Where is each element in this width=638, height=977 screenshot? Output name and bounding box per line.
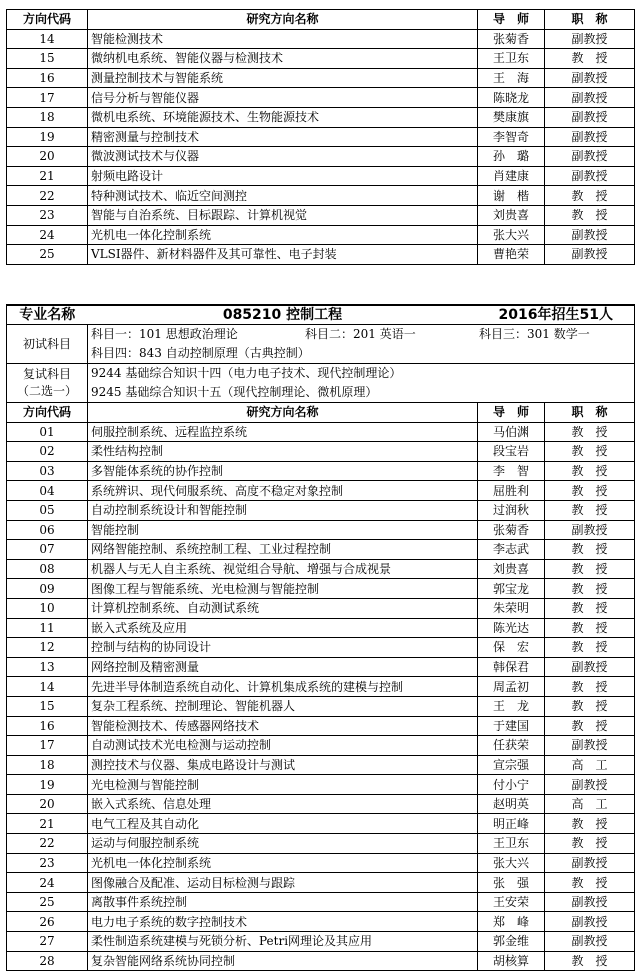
direction-name: 图像工程与智能系统、光电检测与智能控制 <box>88 579 478 599</box>
direction-code: 26 <box>7 912 88 932</box>
header-name: 研究方向名称 <box>88 403 478 423</box>
direction-name: 微机电系统、环境能源技术、生物能源技术 <box>88 107 478 127</box>
table-row <box>7 618 635 638</box>
table-row <box>7 107 635 127</box>
direction-code: 09 <box>7 579 88 599</box>
advisor-name: 过润秋 <box>478 500 545 520</box>
table-row <box>7 579 635 599</box>
advisor-title: 教 授 <box>545 638 635 658</box>
advisor-title: 副教授 <box>545 932 635 952</box>
advisor-title: 高 工 <box>545 755 635 775</box>
advisor-title: 副教授 <box>545 127 635 147</box>
advisor-name: 樊康旗 <box>478 107 545 127</box>
advisor-name: 刘贵喜 <box>478 205 545 225</box>
table-row <box>7 225 635 245</box>
table-row <box>7 932 635 952</box>
direction-code: 17 <box>7 88 88 108</box>
header-title: 职 称 <box>545 10 635 30</box>
direction-name: 电力电子系统的数字控制技术 <box>88 912 478 932</box>
advisor-title: 教 授 <box>545 540 635 560</box>
direction-code: 12 <box>7 638 88 658</box>
header-name: 研究方向名称 <box>88 10 478 30</box>
advisor-title: 高 工 <box>545 794 635 814</box>
direction-name: 精密测量与控制技术 <box>88 127 478 147</box>
direction-name: 复杂工程系统、控制理论、智能机器人 <box>88 696 478 716</box>
advisor-name: 王卫东 <box>478 49 545 69</box>
table-row <box>7 559 635 579</box>
advisor-title: 副教授 <box>545 166 635 186</box>
advisor-title: 教 授 <box>545 951 635 971</box>
table-row <box>7 442 635 462</box>
direction-code: 10 <box>7 598 88 618</box>
initial-exam-label: 初试科目 <box>7 325 88 364</box>
advisor-title: 副教授 <box>545 29 635 49</box>
table-row <box>7 500 635 520</box>
header-code: 方向代码 <box>7 10 88 30</box>
table-row <box>7 205 635 225</box>
direction-code: 03 <box>7 461 88 481</box>
retest-label <box>7 364 88 403</box>
direction-name: 嵌入式系统、信息处理 <box>88 794 478 814</box>
advisor-name: 朱荣明 <box>478 598 545 618</box>
advisor-name: 刘贵喜 <box>478 559 545 579</box>
advisor-title: 副教授 <box>545 892 635 912</box>
direction-code: 27 <box>7 932 88 952</box>
direction-name: 伺服控制系统、远程监控系统 <box>88 422 478 442</box>
table-row <box>7 736 635 756</box>
direction-name: 智能与自治系统、目标跟踪、计算机视觉 <box>88 205 478 225</box>
direction-code: 04 <box>7 481 88 501</box>
advisor-title: 教 授 <box>545 618 635 638</box>
advisor-name: 陈晓龙 <box>478 88 545 108</box>
advisor-title: 副教授 <box>545 912 635 932</box>
direction-code: 21 <box>7 814 88 834</box>
advisor-title: 副教授 <box>545 88 635 108</box>
direction-name: 电气工程及其自动化 <box>88 814 478 834</box>
direction-name: 特种测试技术、临近空间测控 <box>88 186 478 206</box>
direction-code: 17 <box>7 736 88 756</box>
advisor-name: 肖建康 <box>478 166 545 186</box>
direction-code: 25 <box>7 245 88 265</box>
header-title: 职 称 <box>545 403 635 423</box>
direction-name: 光机电一体化控制系统 <box>88 853 478 873</box>
advisor-title: 教 授 <box>545 461 635 481</box>
advisor-name: 王 龙 <box>478 696 545 716</box>
table-row <box>7 677 635 697</box>
subject-four: 科目四：843 自动控制原理（古典控制） <box>91 346 310 360</box>
header-advisor: 导 师 <box>478 403 545 423</box>
advisor-name: 郭金维 <box>478 932 545 952</box>
direction-name: 智能控制 <box>88 520 478 540</box>
direction-name: 运动与伺服控制系统 <box>88 834 478 854</box>
table-row <box>7 422 635 442</box>
table-row <box>7 540 635 560</box>
retest-row <box>7 364 635 403</box>
advisor-name: 李 智 <box>478 461 545 481</box>
direction-code: 11 <box>7 618 88 638</box>
advisor-title: 教 授 <box>545 677 635 697</box>
advisor-name: 胡核算 <box>478 951 545 971</box>
direction-name: 机器人与无人自主系统、视觉组合导航、增强与合成视景 <box>88 559 478 579</box>
advisor-name: 任获荣 <box>478 736 545 756</box>
advisor-title: 副教授 <box>545 245 635 265</box>
direction-code: 20 <box>7 147 88 167</box>
direction-code: 23 <box>7 853 88 873</box>
direction-name: 控制与结构的协同设计 <box>88 638 478 658</box>
direction-name: 嵌入式系统及应用 <box>88 618 478 638</box>
header-code: 方向代码 <box>7 403 88 423</box>
advisor-title: 教 授 <box>545 422 635 442</box>
direction-code: 14 <box>7 29 88 49</box>
advisor-title: 教 授 <box>545 205 635 225</box>
direction-code: 05 <box>7 500 88 520</box>
advisor-name: 周孟初 <box>478 677 545 697</box>
direction-name: 智能检测技术 <box>88 29 478 49</box>
advisor-name: 李志武 <box>478 540 545 560</box>
advisor-name: 付小宁 <box>478 775 545 795</box>
table-row <box>7 147 635 167</box>
direction-code: 25 <box>7 892 88 912</box>
table-row <box>7 657 635 677</box>
direction-name: 微波测试技术与仪器 <box>88 147 478 167</box>
direction-name: 柔性制造系统建模与死锁分析、Petri网理论及其应用 <box>88 932 478 952</box>
table-body <box>7 29 635 264</box>
advisor-name: 张 强 <box>478 873 545 893</box>
table-row <box>7 696 635 716</box>
table-row <box>7 892 635 912</box>
direction-name: 测量控制技术与智能系统 <box>88 68 478 88</box>
direction-name: 自动测试技术光电检测与运动控制 <box>88 736 478 756</box>
table-row <box>7 775 635 795</box>
table-row <box>7 794 635 814</box>
advisor-title: 副教授 <box>545 520 635 540</box>
direction-code: 18 <box>7 107 88 127</box>
direction-code: 06 <box>7 520 88 540</box>
table-row <box>7 814 635 834</box>
advisor-name: 段宝岩 <box>478 442 545 462</box>
advisor-title: 教 授 <box>545 834 635 854</box>
advisor-title: 教 授 <box>545 598 635 618</box>
table-row <box>7 186 635 206</box>
direction-code: 22 <box>7 186 88 206</box>
advisor-name: 郑 峰 <box>478 912 545 932</box>
direction-code: 02 <box>7 442 88 462</box>
advisor-name: 郭宝龙 <box>478 579 545 599</box>
direction-code: 19 <box>7 775 88 795</box>
direction-code: 24 <box>7 873 88 893</box>
direction-code: 16 <box>7 716 88 736</box>
table-row <box>7 481 635 501</box>
major-header-row <box>7 305 635 325</box>
direction-code: 28 <box>7 951 88 971</box>
table-row <box>7 638 635 658</box>
direction-code: 13 <box>7 657 88 677</box>
retest-label-line1: 复试科目 <box>22 367 71 381</box>
advisor-title: 副教授 <box>545 853 635 873</box>
direction-table-top <box>6 9 635 265</box>
advisor-name: 张大兴 <box>478 853 545 873</box>
advisor-title: 教 授 <box>545 716 635 736</box>
direction-code: 18 <box>7 755 88 775</box>
retest-label-line2: （二选一） <box>16 384 77 398</box>
direction-code: 15 <box>7 49 88 69</box>
table-row <box>7 461 635 481</box>
advisor-name: 谢 楷 <box>478 186 545 206</box>
advisor-title: 教 授 <box>545 696 635 716</box>
table-header-row <box>7 403 635 423</box>
advisor-name: 孙 璐 <box>478 147 545 167</box>
direction-code: 20 <box>7 794 88 814</box>
direction-code: 21 <box>7 166 88 186</box>
table-row <box>7 873 635 893</box>
advisor-name: 陈光达 <box>478 618 545 638</box>
advisor-name: 张大兴 <box>478 225 545 245</box>
advisor-title: 副教授 <box>545 68 635 88</box>
advisor-name: 于建国 <box>478 716 545 736</box>
major-enrollment: 2016年招生51人 <box>478 305 635 325</box>
table-row <box>7 951 635 971</box>
direction-code: 24 <box>7 225 88 245</box>
table-row <box>7 127 635 147</box>
direction-code: 14 <box>7 677 88 697</box>
subject-two: 科目二：201 英语一 <box>305 327 416 341</box>
direction-code: 22 <box>7 834 88 854</box>
advisor-title: 副教授 <box>545 736 635 756</box>
advisor-name: 王卫东 <box>478 834 545 854</box>
table-body <box>7 422 635 971</box>
direction-name: 光电检测与智能控制 <box>88 775 478 795</box>
direction-name: 网络智能控制、系统控制工程、工业过程控制 <box>88 540 478 560</box>
advisor-title: 副教授 <box>545 657 635 677</box>
direction-name: 计算机控制系统、自动测试系统 <box>88 598 478 618</box>
direction-name: VLSI器件、新材料器件及其可靠性、电子封装 <box>88 245 478 265</box>
table-row <box>7 68 635 88</box>
direction-name: 先进半导体制造系统自动化、计算机集成系统的建模与控制 <box>88 677 478 697</box>
direction-name: 离散事件系统控制 <box>88 892 478 912</box>
advisor-title: 教 授 <box>545 579 635 599</box>
direction-code: 01 <box>7 422 88 442</box>
advisor-name: 曹艳荣 <box>478 245 545 265</box>
retest-option-1: 9244 基础综合知识十四（电力电子技术、现代控制理论） <box>91 366 402 380</box>
direction-name: 测控技术与仪器、集成电路设计与测试 <box>88 755 478 775</box>
advisor-name: 屈胜利 <box>478 481 545 501</box>
advisor-name: 王 海 <box>478 68 545 88</box>
advisor-title: 副教授 <box>545 147 635 167</box>
advisor-name: 宣宗强 <box>478 755 545 775</box>
header-advisor: 导 师 <box>478 10 545 30</box>
table-row <box>7 598 635 618</box>
subject-three: 科目三：301 数学一 <box>479 327 590 341</box>
initial-exam-row <box>7 325 635 364</box>
direction-code: 16 <box>7 68 88 88</box>
advisor-name: 马伯渊 <box>478 422 545 442</box>
subject-one: 科目一：101 思想政治理论 <box>91 327 238 341</box>
direction-name: 网络控制及精密测量 <box>88 657 478 677</box>
advisor-name: 张菊香 <box>478 520 545 540</box>
advisor-title: 教 授 <box>545 500 635 520</box>
table-row <box>7 49 635 69</box>
advisor-title: 教 授 <box>545 559 635 579</box>
direction-name: 柔性结构控制 <box>88 442 478 462</box>
advisor-name: 韩保君 <box>478 657 545 677</box>
direction-name: 自动控制系统设计和智能控制 <box>88 500 478 520</box>
advisor-name: 张菊香 <box>478 29 545 49</box>
advisor-title: 副教授 <box>545 775 635 795</box>
advisor-name: 李智奇 <box>478 127 545 147</box>
table-row <box>7 853 635 873</box>
major-control-engineering-table <box>6 304 635 971</box>
table-row <box>7 88 635 108</box>
direction-name: 复杂智能网络系统协同控制 <box>88 951 478 971</box>
table-header-row <box>7 10 635 30</box>
direction-code: 19 <box>7 127 88 147</box>
direction-name: 信号分析与智能仪器 <box>88 88 478 108</box>
table-row <box>7 245 635 265</box>
retest-subjects <box>88 364 635 403</box>
advisor-name: 明正峰 <box>478 814 545 834</box>
direction-code: 08 <box>7 559 88 579</box>
retest-option-2: 9245 基础综合知识十五（现代控制理论、微机原理） <box>91 385 378 399</box>
advisor-title: 教 授 <box>545 873 635 893</box>
direction-name: 光机电一体化控制系统 <box>88 225 478 245</box>
advisor-title: 教 授 <box>545 186 635 206</box>
direction-name: 射频电路设计 <box>88 166 478 186</box>
major-label: 专业名称 <box>7 305 88 325</box>
advisor-title: 教 授 <box>545 49 635 69</box>
advisor-name: 王安荣 <box>478 892 545 912</box>
advisor-title: 教 授 <box>545 442 635 462</box>
direction-name: 智能检测技术、传感器网络技术 <box>88 716 478 736</box>
table-row <box>7 716 635 736</box>
direction-name: 多智能体系统的协作控制 <box>88 461 478 481</box>
advisor-title: 副教授 <box>545 225 635 245</box>
direction-name: 微纳机电系统、智能仪器与检测技术 <box>88 49 478 69</box>
table-row <box>7 29 635 49</box>
table-row <box>7 755 635 775</box>
table-row <box>7 834 635 854</box>
table-row <box>7 520 635 540</box>
advisor-name: 保 宏 <box>478 638 545 658</box>
advisor-title: 副教授 <box>545 107 635 127</box>
direction-code: 23 <box>7 205 88 225</box>
advisor-name: 赵明英 <box>478 794 545 814</box>
table-row <box>7 912 635 932</box>
direction-name: 系统辨识、现代伺服系统、高度不稳定对象控制 <box>88 481 478 501</box>
table-row <box>7 166 635 186</box>
major-code-name: 085210 控制工程 <box>88 305 478 325</box>
direction-code: 15 <box>7 696 88 716</box>
initial-exam-subjects <box>88 325 635 364</box>
advisor-title: 教 授 <box>545 481 635 501</box>
direction-name: 图像融合及配准、运动目标检测与跟踪 <box>88 873 478 893</box>
direction-code: 07 <box>7 540 88 560</box>
advisor-title: 教 授 <box>545 814 635 834</box>
